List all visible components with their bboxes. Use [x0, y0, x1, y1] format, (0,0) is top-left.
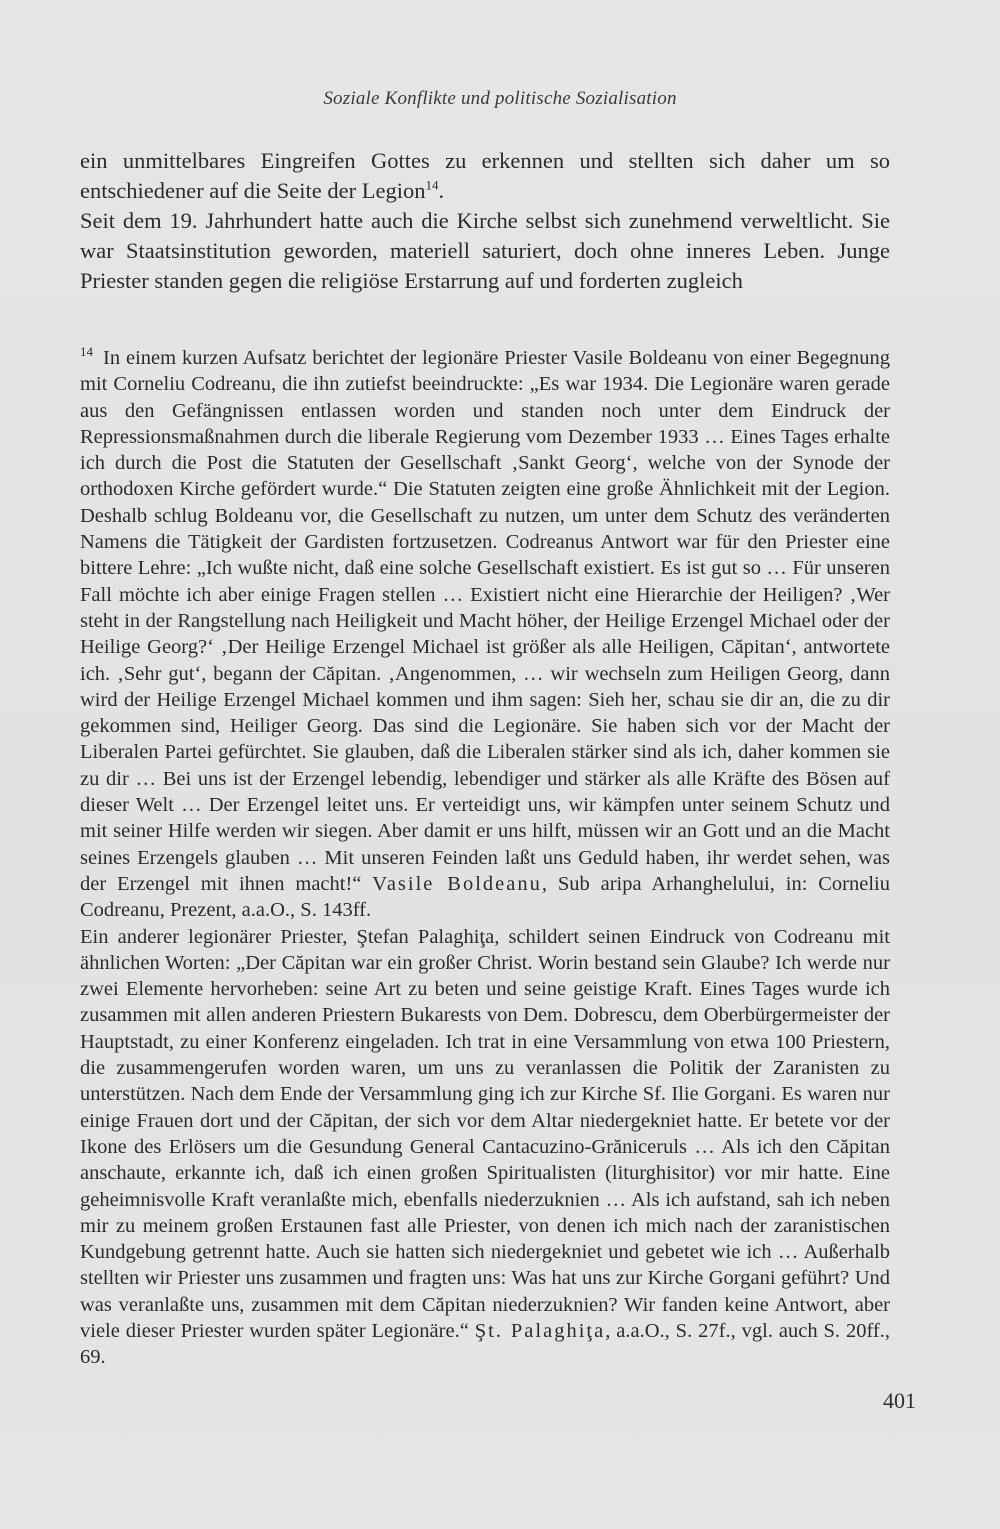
main-paragraph-1-text: ein unmittelbares Eingreifen Gottes zu erkennen und stellten sich daher um so entschiedener auf die Seite der Legion	[80, 148, 890, 203]
footnote-text-2: Ein anderer legionärer Priester, Ştefan Palaghiţa, schildert seinen Eindruck von Codreanu mit ähnlichen Worten: „Der Căpitan war ein großer Christ. Worin bestand sein Glaube? Ich werde nur zwei Elemente hervorheben: seine Art zu beten und seine geistige Kraft. Eines Tages wurde ich zusammen mit allen anderen Priestern Bukarests von Dem. Dobrescu, dem Oberbürgermeister der Hauptstadt, zu einer Konferenz eingeladen. Ich trat in eine Versammlung von etwa 100 Priestern, die zusammengerufen worden waren, um uns zu veranlassen die Politik der Zaranisten zu unterstützen. Nach dem Ende der Versammlung ging ich zur Kirche Sf. Ilie Gorgani. Es waren nur einige Frauen dort und der Căpitan, der sich vor dem Altar niedergekniet hatte. Er betete vor der Ikone des Erlösers um die Gesundung General Cantacuzino-Grăniceruls … Als ich den Căpitan anschaute, erkannte ich, daß ich einen großen Spiritualisten (liturghisitor) vor mir hatte. Eine geheimnisvolle Kraft veranlaßte mich, ebenfalls niederzuknien … Als ich aufstand, sah ich neben mir zu meinem großen Erstaunen fast alle Priester, von denen ich mich nach der zaranistischen Kundgebung getrennt hatte. Auch sie hatten sich niedergekniet und gebetet wie ich … Außerhalb stellten wir Priester uns zusammen und fragten uns: Was hat uns zur Kirche Gorgani geführt? Und was veranlaßte uns, zusammen mit dem Căpitan niederzuknien? Wir fanden keine Antwort, aber viele dieser Priester wurden später Legionäre.“	[80, 925, 890, 1342]
footnote-reference[interactable]: 14	[425, 177, 439, 193]
footnote-author-2: Şt. Palaghiţa	[474, 1319, 606, 1342]
main-paragraph-1-end: .	[438, 178, 445, 203]
footnote-citation-2: , a.a.O., S. 27f., vgl. auch S. 20ff., 69.	[80, 1319, 891, 1369]
footnote-citation-1: , Sub aripa Arhanghelului, in: Corneliu Codreanu, Prezent, a.a.O., S. 143ff.	[80, 872, 890, 922]
footnote-paragraph-2	[80, 924, 890, 1371]
page-number: 401	[883, 1388, 916, 1413]
footnote-text-1: In einem kurzen Aufsatz berichtet der legionäre Priester Vasile Boldeanu von einer Begegnung mit Corneliu Codreanu, die ihn zutiefst beeindruckte: „Es war 1934. Die Legionäre waren gerade aus den Gefängnissen entlassen worden und standen noch unter dem Eindruck der Repressionsmaßnahmen durch die liberale Regierung vom Dezember 1933 … Eines Tages erhalte ich durch die Post die Statuten der Gesellschaft ‚Sankt Georg‘, welche von der Synode der orthodoxen Kirche gefördert wurde.“ Die Statuten zeigten eine große Ähnlichkeit mit der Legion. Deshalb schlug Boldeanu vor, die Gesellschaft zu nutzen, um unter dem Schutz des veränderten Namens die Tätigkeit der Gardisten fortzusetzen. Codreanus Antwort war für den Priester eine bittere Lehre: „Ich wußte nicht, daß eine solche Gesellschaft existiert. Es ist gut so … Für unseren Fall möchte ich aber einige Fragen stellen … Existiert nicht eine Hierarchie der Heiligen? ‚Wer steht in der Rangstellung nach Heiligkeit und Macht höher, der Heilige Erzengel Michael oder der Heilige Georg?‘ ‚Der Heilige Erzengel Michael ist größer als alle Heiligen, Căpitan‘, antwortete ich. ‚Sehr gut‘, begann der Căpitan. ‚Angenommen, … wir wechseln zum Heiligen Georg, dann wird der Heilige Erzengel Michael kommen und ihm sagen: Sieh her, schau sie dir an, die zu dir gekommen sind, Heiliger Georg. Das sind die Legionäre. Sie haben sich vor der Macht der Liberalen Partei gefürchtet. Sie glauben, daß die Liberalen stärker sind als ich, daher kommen sie zu dir … Bei uns ist der Erzengel lebendig, lebendiger und stärker als alle Kräfte des Bösen auf dieser Welt … Der Erzengel leitet uns. Er verteidigt uns, wir kämpfen unter seinem Schutz und mit seiner Hilfe werden wir siegen. Aber damit er uns hilft, müssen wir an Gott und an die Macht seines Erzengels glauben … Mit unseren Feinden laßt uns Geduld haben, ihr werdet sehen, was der Erzengel mit ihnen macht!“	[80, 347, 890, 895]
footnote-number: 14	[80, 344, 93, 360]
footnote-author-1: Vasile Boldeanu	[372, 872, 542, 895]
running-head: Soziale Konflikte und politische Sozialisation	[323, 88, 677, 109]
footnote-block	[80, 345, 890, 1371]
main-text	[80, 146, 890, 296]
footnote-paragraph-1	[80, 345, 890, 924]
main-paragraph-2: Seit dem 19. Jahrhundert hatte auch die Kirche selbst sich zunehmend verweltlicht. Sie war Staatsinstitution geworden, materiell saturiert, doch ohne inneres Leben. Junge Priester standen gegen die religiöse Erstarrung auf und forderten zugleich	[80, 208, 890, 293]
main-paragraph-1	[80, 146, 890, 206]
